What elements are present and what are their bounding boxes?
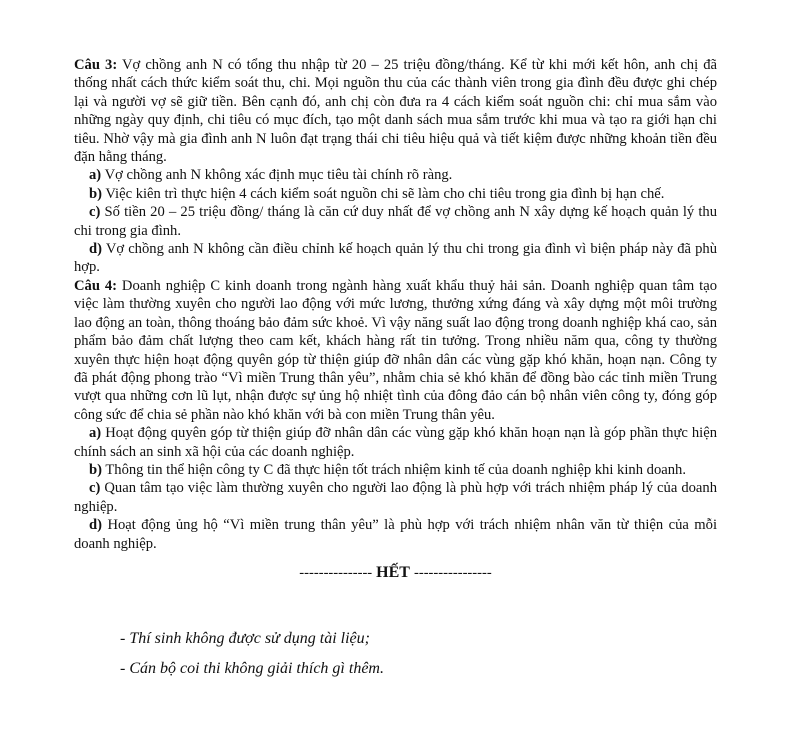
question-3-stem <box>74 56 717 166</box>
option-key: d) <box>89 517 102 534</box>
end-dashes-left: --------------- <box>299 564 373 581</box>
question-4-option-b <box>74 461 717 479</box>
option-text: Hoạt động quyên góp từ thiện giúp đỡ nhân dân các vùng gặp khó khăn hoạn nạn là góp phần thực hiện chính sách an sinh xã hội của các doanh nghiệp. <box>74 425 717 460</box>
end-dashes-right: ---------------- <box>413 564 492 581</box>
option-key: a) <box>89 167 102 184</box>
option-text: Vợ chồng anh N không xác định mục tiêu tài chính rõ ràng. <box>104 167 453 184</box>
option-key: c) <box>89 480 101 497</box>
question-3-option-b <box>74 185 717 203</box>
question-4-option-a <box>74 424 717 461</box>
option-key: b) <box>89 461 102 478</box>
question-3-option-c <box>74 203 717 240</box>
end-word: HẾT <box>376 563 410 581</box>
question-4-stem <box>74 277 717 424</box>
exam-note-2: - Cán bộ coi thi không giải thích gì thêm. <box>120 660 384 677</box>
option-text: Thông tin thể hiện công ty C đã thực hiện tốt trách nhiệm kinh tế của doanh nghiệp khi kinh doanh. <box>105 461 686 478</box>
question-3-option-d <box>74 240 717 277</box>
question-3-text: Vợ chồng anh N có tổng thu nhập từ 20 – 25 triệu đồng/tháng. Kể từ khi mới kết hôn, anh chị đã thống nhất cách thức kiểm soát thu, chi. Mọi nguồn thu của các thành viên trong gia đình đều được ghi chép lại và người vợ sẽ giữ tiền. Bên cạnh đó, anh chị còn đưa ra 4 cách kiểm soát nguồn chi: chỉ mua sắm vào những ngày quy định, chi tiêu có mục đích, tạo một danh sách mua sắm trước khi mua và tạo ra giới hạn chi tiêu. Nhờ vậy mà gia đình anh N luôn đạt trạng thái chi tiêu hiệu quả và tiết kiệm được những khoản tiền đều đặn hằng tháng. <box>74 57 717 166</box>
option-key: c) <box>89 204 101 221</box>
option-text: Vợ chồng anh N không cần điều chỉnh kế hoạch quản lý thu chi trong gia đình vì biện pháp này đã phù hợp. <box>74 241 718 276</box>
option-text: Số tiền 20 – 25 triệu đồng/ tháng là căn cứ duy nhất để vợ chồng anh N xây dựng kế hoạch quản lý thu chi trong gia đình. <box>74 204 717 239</box>
exam-page <box>74 56 717 583</box>
option-text: Hoạt động ủng hộ “Vì miền trung thân yêu” là phù hợp với trách nhiệm nhân văn từ thiện của mỗi doanh nghiệp. <box>74 517 717 552</box>
question-3-label: Câu 3: <box>74 57 118 73</box>
option-text: Quan tâm tạo việc làm thường xuyên cho người lao động là phù hợp với trách nhiệm pháp lý của doanh nghiệp. <box>74 480 717 515</box>
question-3-option-a <box>74 166 717 184</box>
exam-note-1: - Thí sinh không được sử dụng tài liệu; <box>120 630 370 647</box>
end-marker <box>74 563 717 583</box>
option-key: b) <box>89 185 102 202</box>
question-4-option-d <box>74 516 717 553</box>
option-text: Việc kiên trì thực hiện 4 cách kiểm soát nguồn chi sẽ làm cho chi tiêu trong gia đình bị hạn chế. <box>105 185 665 202</box>
option-key: d) <box>89 241 102 258</box>
question-4-text: Doanh nghiệp C kinh doanh trong ngành hàng xuất khẩu thuỷ hải sản. Doanh nghiệp quan tâm tạo việc làm thường xuyên cho người lao động với mức lương, thưởng xứng đáng và xây dựng một môi trường lao động an toàn, thông thoáng bảo đảm sức khoẻ. Vì vậy năng suất lao động trong doanh nghiệp khá cao, sản phẩm bảo đảm chất lượng theo cam kết, khách hàng rất tin tưởng. Trong nhiều năm qua, công ty thường xuyên thực hiện hoạt động quyên góp từ thiện giúp đỡ nhân dân các vùng gặp khó khăn, hoạn nạn. Công ty đã phát động phong trào “Vì miền Trung thân yêu”, nhằm chia sẻ khó khăn để đồng bào các tỉnh miền Trung vượt qua những cơn lũ lụt, nhận được sự ủng hộ nhiệt tình của đông đảo cán bộ nhân viên công ty, đóng góp công sức để chia sẻ phần nào khó khăn với bà con miền Trung thân yêu. <box>74 277 717 423</box>
question-4-label: Câu 4: <box>74 277 118 294</box>
question-4-option-c <box>74 479 717 516</box>
option-key: a) <box>89 425 102 442</box>
